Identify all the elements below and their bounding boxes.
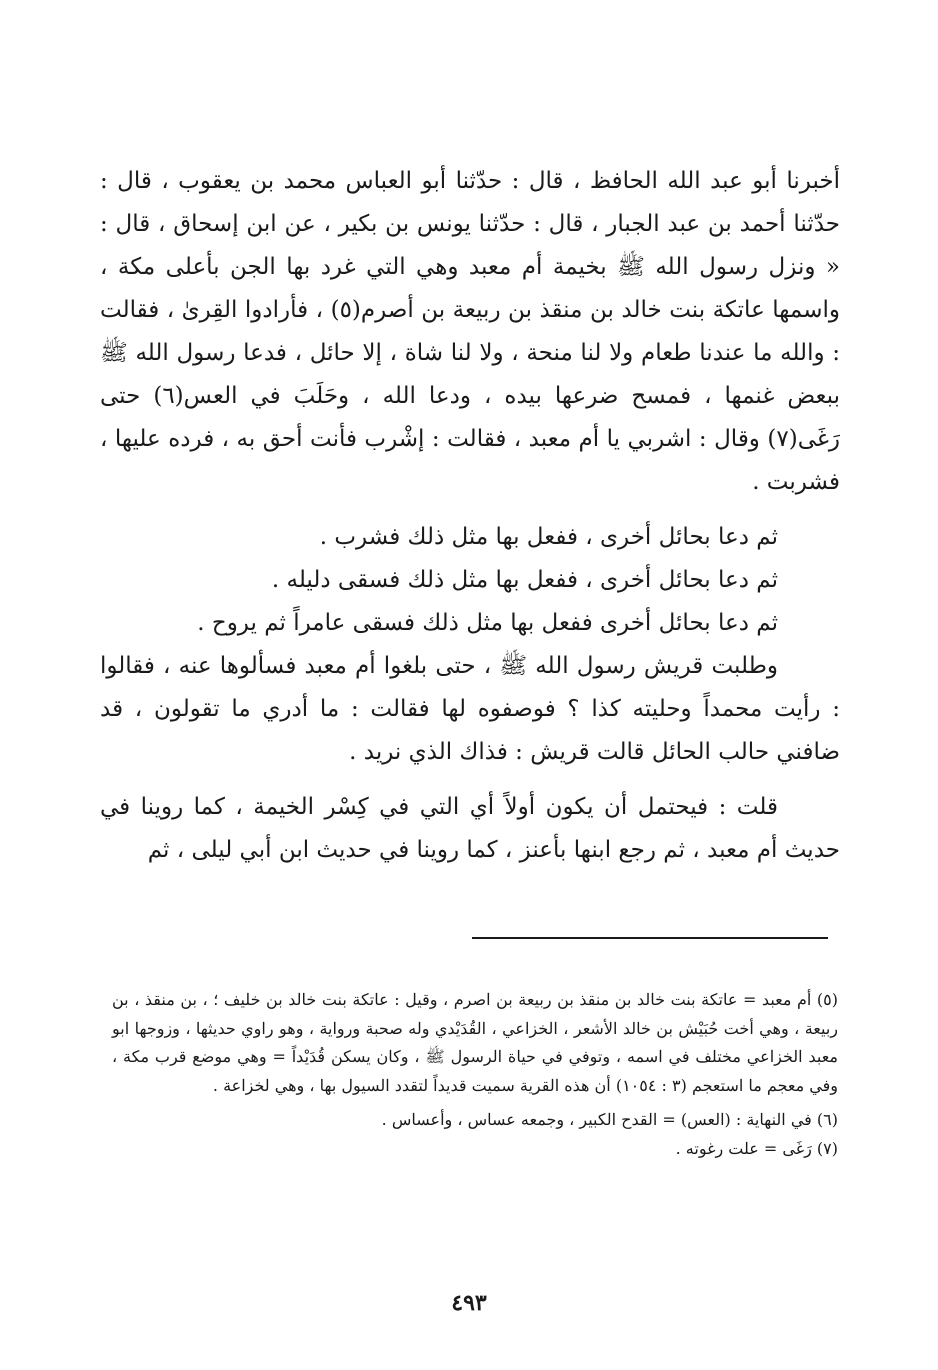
page-number: ٤٩٣: [451, 1290, 487, 1316]
main-text: [100, 160, 840, 872]
footnote-7: (٧) رَغَى = علت رغوته .: [675, 1138, 838, 1158]
paragraph-second-ewe: ثم دعا بحائل أخرى ، ففعل بها مثل ذلك فشرب .: [319, 524, 778, 550]
paragraph-quraysh: وطلبت قريش رسول الله ﷺ ، حتى بلغوا أم معبد فسألوها عنه ، فقالوا : رأيت محمداً وحليته كذا ؟ فوصفوه لها فقالت : ما أدري ما تقولون ، قد ضافني حالب الحائل قالت قريش : فذاك الذي نريد .: [100, 653, 840, 765]
paragraph-commentary: قلت : فيحتمل أن يكون أولاً أي التي في كِسْر الخيمة ، كما روينا في حديث أم معبد ، ثم رجع ابنها بأعنز ، كما روينا في حديث ابن أبي ليلى ، ثم: [100, 794, 840, 863]
paragraph-third-ewe: ثم دعا بحائل أخرى ، ففعل بها مثل ذلك فسقى دليله .: [271, 567, 778, 593]
paragraph-fourth-ewe: ثم دعا بحائل أخرى ففعل بها مثل ذلك فسقى عامراً ثم يروح .: [197, 610, 778, 636]
footnote-5: (٥) أم معبد = عاتكة بنت خالد بن منقذ بن ربيعة بن اصرم ، وقيل : عاتكة بنت خالد بن خليف ؛ ، بن منقذ ، بن ربيعة ، وهي أخت حُبَيْش بن خالد الأشعر ، الخزاعي ، القُدَيْدي وله صحبة ورواية ، وهو راوي حديثها ، وزوجها ابو معبد الخزاعي مختلف في اسمه ، وتوفي في حياة الرسول ﷺ ، وكان يسكن قُدَيْداً = وهي موضع قرب مكة ، وفي معجم ما استعجم (٣ : ١٠٥٤) أن هذه القرية سميت قديداً لتقدد السيول بها ، وهي لخزاعة .: [112, 990, 838, 1095]
footnote-divider: [472, 937, 828, 939]
paragraph-hadith: أخبرنا أبو عبد الله الحافظ ، قال : حدّثنا أبو العباس محمد بن يعقوب ، قال : حدّثنا أحمد بن عبد الجبار ، قال : حدّثنا يونس بن بكير ، عن ابن إسحاق ، قال : « ونزل رسول الله ﷺ بخيمة أم معبد وهي التي غرد بها الجن بأعلى مكة ، واسمها عاتكة بنت خالد بن منقذ بن ربيعة بن أصرم(٥) ، فأرادوا القِرىٰ ، فقالت : والله ما عندنا طعام ولا لنا منحة ، ولا لنا شاة ، إلا حائل ، فدعا رسول الله ﷺ ببعض غنمها ، فمسح ضرعها بيده ، ودعا الله ، وحَلَبَ في العس(٦) حتى رَغَى(٧) وقال : اشربي يا أم معبد ، فقالت : إشْرب فأنت أحق به ، فرده عليها ، فشربت .: [100, 168, 840, 495]
footnotes: [112, 986, 838, 1163]
footnote-6: (٦) في النهاية : (العس) = القدح الكبير ، وجمعه عساس ، وأعساس .: [381, 1110, 838, 1129]
